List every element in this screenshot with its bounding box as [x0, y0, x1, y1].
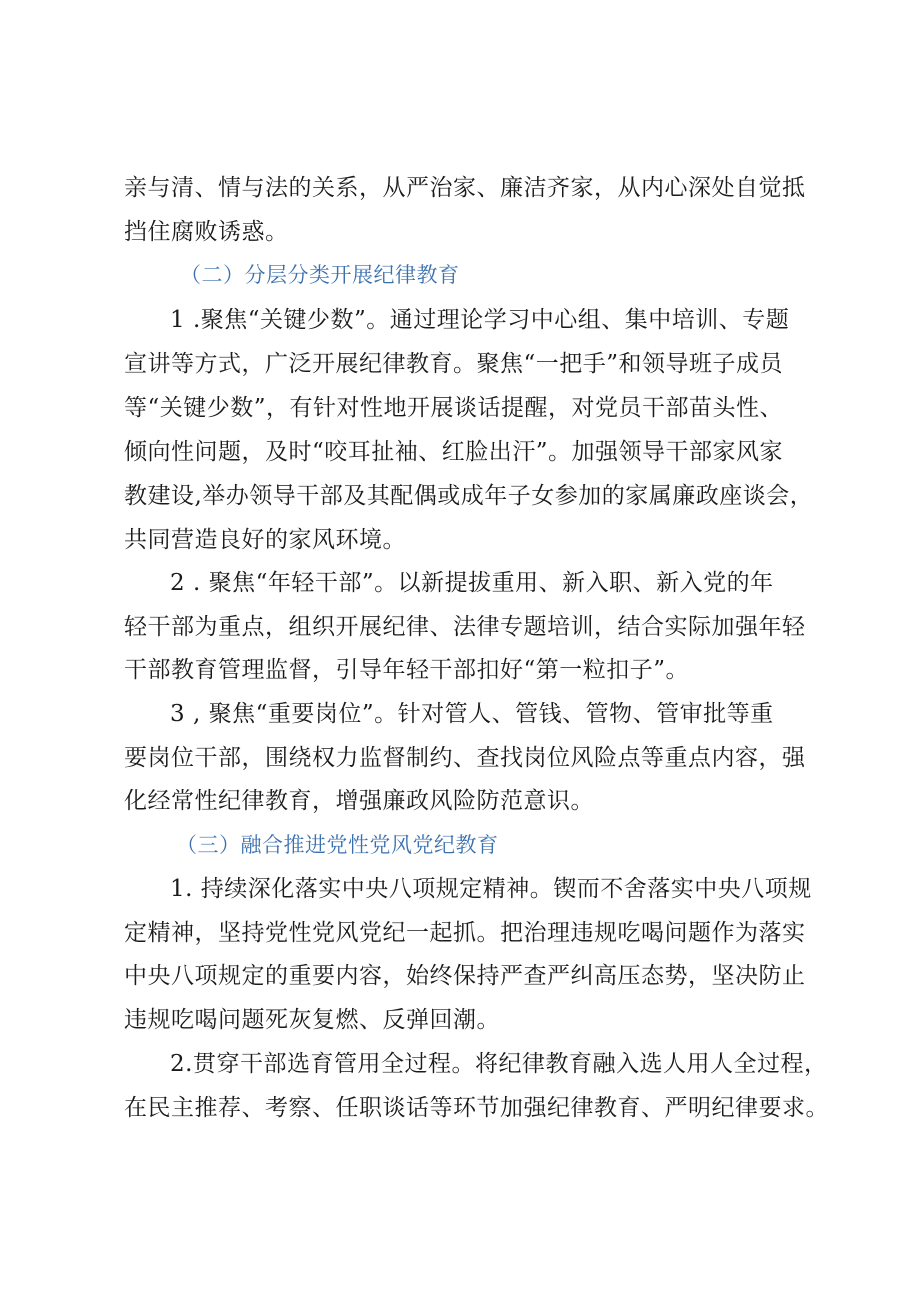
paragraph-line: 1. 持续深化落实中央八项规定精神。锲而不舍落实中央八项规 — [170, 876, 812, 902]
paragraph-line: 干部教育管理监督，引导年轻干部扣好“第一粒扣子”。 — [124, 657, 690, 683]
paragraph-line: 要岗位干部，围绕权力监督制约、查找岗位风险点等重点内容，强 — [124, 745, 806, 771]
paragraph-line: 化经常性纪律教育，增强廉政风险防范意识。 — [124, 788, 594, 814]
paragraph-line: 等“关键少数”，有针对性地开展谈话提醒，对党员干部苗头性、 — [124, 395, 784, 421]
paragraph-line: 2.贯穿干部选育管用全过程。将纪律教育融入选人用人全过程， — [170, 1051, 828, 1077]
paragraph-line: 2 . 聚焦“年轻干部”。以新提拔重用、新入职、新入党的年 — [170, 570, 774, 596]
paragraph-line: 亲与清、情与法的关系，从严治家、廉洁齐家，从内心深处自觉抵 — [124, 175, 806, 201]
paragraph-line: 共同营造良好的家风环境。 — [124, 527, 406, 553]
paragraph-line: 定精神，坚持党性党风党纪一起抓。把治理违规吃喝问题作为落实 — [124, 920, 806, 946]
paragraph-line: 3 , 聚焦“重要岗位”。针对管人、管钱、管物、管审批等重 — [170, 701, 774, 727]
section-heading: （三）融合推进党性党风党纪教育 — [176, 833, 499, 857]
paragraph-line: 违规吃喝问题死灰复燃、反弹回潮。 — [124, 1007, 500, 1033]
paragraph-line: 教建设,举办领导干部及其配偶或成年子女参加的家属廉政座谈会， — [124, 483, 814, 509]
paragraph-line: 宣讲等方式，广泛开展纪律教育。聚焦“一把手”和领导班子成员 — [124, 351, 784, 377]
paragraph-line: 中央八项规定的重要内容，始终保持严查严纠高压态势，坚决防止 — [124, 963, 806, 989]
paragraph-line: 在民主推荐、考察、任职谈话等环节加强纪律教育、严明纪律要求。 — [124, 1095, 829, 1121]
paragraph-line: 倾向性问题，及时“咬耳扯袖、红脸出汗”。加强领导干部家风家 — [124, 439, 784, 465]
paragraph-line: 1 .聚焦“关键少数”。通过理论学习中心组、集中培训、专题 — [170, 307, 790, 333]
paragraph-line: 挡住腐败诱惑。 — [124, 219, 289, 245]
section-heading: （二）分层分类开展纪律教育 — [180, 263, 460, 287]
paragraph-line: 轻干部为重点，组织开展纪律、法律专题培训，结合实际加强年轻 — [124, 614, 806, 640]
